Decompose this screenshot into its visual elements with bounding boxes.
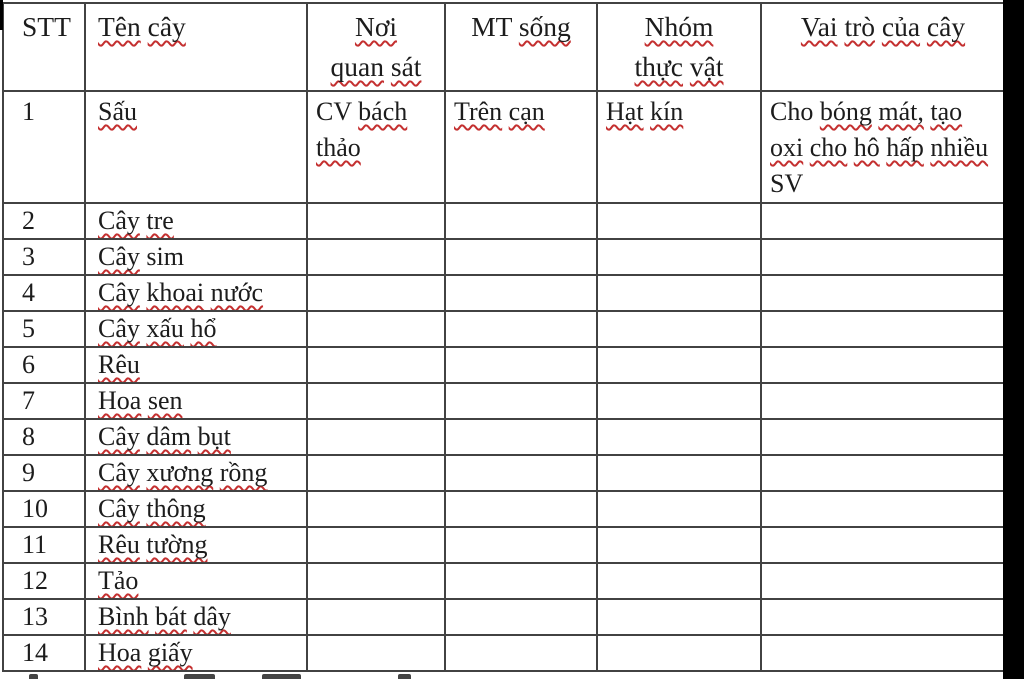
table-row <box>3 527 1005 563</box>
cell-line <box>98 565 304 597</box>
cell-line <box>606 94 758 130</box>
cell-ten-cay <box>85 239 307 275</box>
word: 8 <box>22 422 35 451</box>
cell-ten-cay <box>85 311 307 347</box>
cell-line <box>22 94 82 130</box>
misspelled-word: Nhóm <box>644 11 714 42</box>
misspelled-word: Tảo <box>98 566 139 595</box>
misspelled-word: bụt <box>197 422 231 451</box>
cell-nhom-thuc-vat <box>597 275 761 311</box>
cell-ten-cay <box>85 599 307 635</box>
misspelled-word: tường <box>146 530 208 559</box>
cell-mt-song <box>445 527 597 563</box>
cell-line <box>316 130 442 166</box>
table-row <box>3 311 1005 347</box>
cell-vai-tro-cua-cay <box>761 599 1005 635</box>
cell-line <box>22 313 82 345</box>
misspelled-word: bách <box>358 97 408 126</box>
misspelled-word: Rêu <box>98 350 140 379</box>
cell-stt <box>3 275 85 311</box>
cell-mt-song <box>445 455 597 491</box>
word: Cho <box>770 97 814 126</box>
cell-nhom-thuc-vat <box>597 239 761 275</box>
header-mt-song <box>445 3 597 91</box>
table-row <box>3 275 1005 311</box>
misspelled-word: hô <box>853 133 880 162</box>
table-row <box>3 563 1005 599</box>
misspelled-word: bóng <box>819 97 872 126</box>
word: 14 <box>22 638 48 667</box>
cell-vai-tro-cua-cay <box>761 239 1005 275</box>
cell-noi-quan-sat <box>307 203 445 239</box>
word: 6 <box>22 350 35 379</box>
misspelled-word: Hoa <box>98 638 142 667</box>
misspelled-word: sát <box>390 51 422 82</box>
cell-stt <box>3 635 85 671</box>
cell-mt-song <box>445 419 597 455</box>
cell-line <box>98 529 304 561</box>
header-vai-tro-cua-cay <box>761 3 1005 91</box>
cell-line <box>22 277 82 309</box>
cell-ten-cay <box>85 419 307 455</box>
misspelled-word: vật <box>689 51 724 82</box>
misspelled-word: Hoa <box>98 386 142 415</box>
misspelled-word: cạn <box>508 97 545 126</box>
table-row <box>3 635 1005 671</box>
cell-noi-quan-sat <box>307 347 445 383</box>
cell-ten-cay <box>85 275 307 311</box>
header-noi-quan-sat <box>307 3 445 91</box>
misspelled-word: Vai <box>800 11 838 42</box>
table-row <box>3 239 1005 275</box>
misspelled-word: bát <box>155 602 187 631</box>
misspelled-word: mát, <box>878 97 924 126</box>
word: 9 <box>22 458 35 487</box>
cell-nhom-thuc-vat <box>597 491 761 527</box>
misspelled-word: Cây <box>98 458 140 487</box>
cell-nhom-thuc-vat <box>597 455 761 491</box>
header-row <box>3 3 1005 91</box>
misspelled-word: của <box>881 11 921 42</box>
cell-mt-song <box>445 275 597 311</box>
misspelled-word: oxi <box>770 133 804 162</box>
cell-mt-song <box>445 91 597 203</box>
misspelled-word: Nơi <box>354 11 398 42</box>
cell-vai-tro-cua-cay <box>761 91 1005 203</box>
cell-mt-song <box>445 347 597 383</box>
misspelled-word: cây <box>926 11 966 42</box>
misspelled-word: hấp <box>886 133 924 162</box>
cell-ten-cay <box>85 347 307 383</box>
cell-line <box>600 47 758 87</box>
top-left-black-sliver <box>0 0 3 30</box>
misspelled-word: thực <box>634 51 684 82</box>
right-black-band <box>1003 0 1024 679</box>
cell-line <box>98 241 304 273</box>
misspelled-word: Trên <box>454 97 503 126</box>
cell-line <box>22 7 82 47</box>
cell-line <box>764 7 1002 47</box>
misspelled-word: Cây <box>98 242 140 271</box>
cell-line <box>98 385 304 417</box>
misspelled-word: dâm <box>146 422 192 451</box>
misspelled-word: hổ <box>190 314 217 343</box>
cell-ten-cay <box>85 563 307 599</box>
cell-line <box>98 94 304 130</box>
cell-line <box>310 7 442 47</box>
cell-nhom-thuc-vat <box>597 635 761 671</box>
cell-stt <box>3 599 85 635</box>
word: 10 <box>22 494 48 523</box>
cell-line <box>98 457 304 489</box>
cell-vai-tro-cua-cay <box>761 563 1005 599</box>
word: sim <box>146 242 184 271</box>
cell-ten-cay <box>85 491 307 527</box>
table-row <box>3 599 1005 635</box>
cell-noi-quan-sat <box>307 311 445 347</box>
cell-stt <box>3 419 85 455</box>
cell-nhom-thuc-vat <box>597 91 761 203</box>
word: SV <box>770 169 804 198</box>
word: 13 <box>22 602 48 631</box>
cell-line <box>22 205 82 237</box>
misspelled-word: cây <box>147 11 186 42</box>
cell-nhom-thuc-vat <box>597 383 761 419</box>
cell-line <box>98 637 304 669</box>
cell-stt <box>3 91 85 203</box>
misspelled-word: Cây <box>98 278 140 307</box>
word: MT <box>471 11 512 42</box>
misspelled-word: sống <box>518 11 571 42</box>
misspelled-word: rồng <box>219 458 268 487</box>
cell-line <box>22 385 82 417</box>
table-row <box>3 383 1005 419</box>
glyph-top-fragment <box>184 674 215 679</box>
misspelled-word: nhiều <box>930 133 989 162</box>
misspelled-word: thông <box>146 494 206 523</box>
cell-ten-cay <box>85 91 307 203</box>
cell-mt-song <box>445 311 597 347</box>
cell-vai-tro-cua-cay <box>761 311 1005 347</box>
glyph-top-fragment <box>29 674 38 679</box>
cell-line <box>770 94 1002 130</box>
cell-vai-tro-cua-cay <box>761 347 1005 383</box>
cell-mt-song <box>445 383 597 419</box>
word: 12 <box>22 566 48 595</box>
cell-mt-song <box>445 599 597 635</box>
cell-line <box>22 457 82 489</box>
misspelled-word: Cây <box>98 314 140 343</box>
cell-line <box>22 241 82 273</box>
glyph-top-fragment <box>262 674 301 679</box>
cell-nhom-thuc-vat <box>597 311 761 347</box>
cell-vai-tro-cua-cay <box>761 455 1005 491</box>
cell-line <box>22 421 82 453</box>
misspelled-word: Sấu <box>98 97 137 126</box>
cell-noi-quan-sat <box>307 599 445 635</box>
plant-survey-table <box>2 2 1006 672</box>
cell-noi-quan-sat <box>307 383 445 419</box>
cell-noi-quan-sat <box>307 527 445 563</box>
cell-stt <box>3 311 85 347</box>
header-nhom-thuc-vat <box>597 3 761 91</box>
cell-vai-tro-cua-cay <box>761 383 1005 419</box>
cell-noi-quan-sat <box>307 91 445 203</box>
cell-line <box>22 349 82 381</box>
misspelled-word: xấu <box>146 314 184 343</box>
cell-nhom-thuc-vat <box>597 419 761 455</box>
misspelled-word: cho <box>809 133 848 162</box>
table-row <box>3 491 1005 527</box>
cell-noi-quan-sat <box>307 491 445 527</box>
cell-line <box>22 493 82 525</box>
word: 4 <box>22 278 35 307</box>
misspelled-word: Cây <box>98 494 140 523</box>
cutoff-text-fragment <box>0 672 1024 679</box>
table-row <box>3 203 1005 239</box>
misspelled-word: xương <box>146 458 214 487</box>
cell-mt-song <box>445 239 597 275</box>
cell-line <box>98 313 304 345</box>
cell-vai-tro-cua-cay <box>761 527 1005 563</box>
misspelled-word: Cây <box>98 206 140 235</box>
cell-line <box>310 47 442 87</box>
misspelled-word: tạo <box>930 97 963 126</box>
cell-noi-quan-sat <box>307 635 445 671</box>
cell-line <box>98 421 304 453</box>
cell-mt-song <box>445 491 597 527</box>
cell-nhom-thuc-vat <box>597 203 761 239</box>
glyph-top-fragment <box>398 674 411 679</box>
cell-line <box>448 7 594 47</box>
cell-mt-song <box>445 563 597 599</box>
misspelled-word: thảo <box>316 133 361 162</box>
word: 1 <box>22 97 35 126</box>
cell-line <box>22 565 82 597</box>
cell-stt <box>3 491 85 527</box>
cell-vai-tro-cua-cay <box>761 419 1005 455</box>
cell-line <box>770 130 1002 166</box>
cell-noi-quan-sat <box>307 239 445 275</box>
cell-stt <box>3 455 85 491</box>
cell-line <box>22 601 82 633</box>
cell-vai-tro-cua-cay <box>761 635 1005 671</box>
cell-ten-cay <box>85 203 307 239</box>
misspelled-word: nước <box>210 278 264 307</box>
cell-line <box>98 7 304 47</box>
misspelled-word: Cây <box>98 422 140 451</box>
cell-ten-cay <box>85 455 307 491</box>
word: CV <box>316 97 352 126</box>
cell-line <box>98 349 304 381</box>
cell-noi-quan-sat <box>307 455 445 491</box>
misspelled-word: kín <box>650 97 684 126</box>
cell-nhom-thuc-vat <box>597 563 761 599</box>
cell-mt-song <box>445 635 597 671</box>
cell-line <box>98 601 304 633</box>
cell-line <box>98 205 304 237</box>
misspelled-word: Tên <box>98 11 141 42</box>
header-ten-cay <box>85 3 307 91</box>
misspelled-word: khoai <box>146 278 205 307</box>
cell-vai-tro-cua-cay <box>761 491 1005 527</box>
header-stt <box>3 3 85 91</box>
cell-nhom-thuc-vat <box>597 599 761 635</box>
misspelled-word: trò <box>844 11 875 42</box>
cell-nhom-thuc-vat <box>597 527 761 563</box>
cell-ten-cay <box>85 635 307 671</box>
cell-stt <box>3 383 85 419</box>
table-row <box>3 347 1005 383</box>
cell-mt-song <box>445 203 597 239</box>
cell-ten-cay <box>85 383 307 419</box>
cell-line <box>600 7 758 47</box>
misspelled-word: Bình <box>98 602 149 631</box>
cell-stt <box>3 203 85 239</box>
misspelled-word: giấy <box>147 638 193 667</box>
word: 2 <box>22 206 35 235</box>
word: 3 <box>22 242 35 271</box>
misspelled-word: sen <box>147 386 183 415</box>
cell-stt <box>3 347 85 383</box>
misspelled-word: tre <box>146 206 174 235</box>
misspelled-word: dây <box>193 602 231 631</box>
cell-line <box>22 529 82 561</box>
word: 7 <box>22 386 35 415</box>
cell-stt <box>3 239 85 275</box>
word: STT <box>22 11 71 42</box>
table-row <box>3 419 1005 455</box>
cell-stt <box>3 527 85 563</box>
cell-noi-quan-sat <box>307 419 445 455</box>
cell-line <box>22 637 82 669</box>
cell-line <box>98 493 304 525</box>
word: 11 <box>22 530 48 559</box>
cell-line <box>98 277 304 309</box>
cell-ten-cay <box>85 527 307 563</box>
cell-nhom-thuc-vat <box>597 347 761 383</box>
word: 5 <box>22 314 35 343</box>
cell-noi-quan-sat <box>307 275 445 311</box>
cell-noi-quan-sat <box>307 563 445 599</box>
cell-line <box>454 94 594 130</box>
misspelled-word: Rêu <box>98 530 140 559</box>
misspelled-word: Hạt <box>606 97 644 126</box>
table-body <box>3 3 1005 671</box>
cell-line <box>316 94 442 130</box>
misspelled-word: quan <box>330 51 385 82</box>
cell-vai-tro-cua-cay <box>761 275 1005 311</box>
cell-vai-tro-cua-cay <box>761 203 1005 239</box>
cell-stt <box>3 563 85 599</box>
table-row <box>3 91 1005 203</box>
cell-line <box>770 166 1002 202</box>
table-row <box>3 455 1005 491</box>
